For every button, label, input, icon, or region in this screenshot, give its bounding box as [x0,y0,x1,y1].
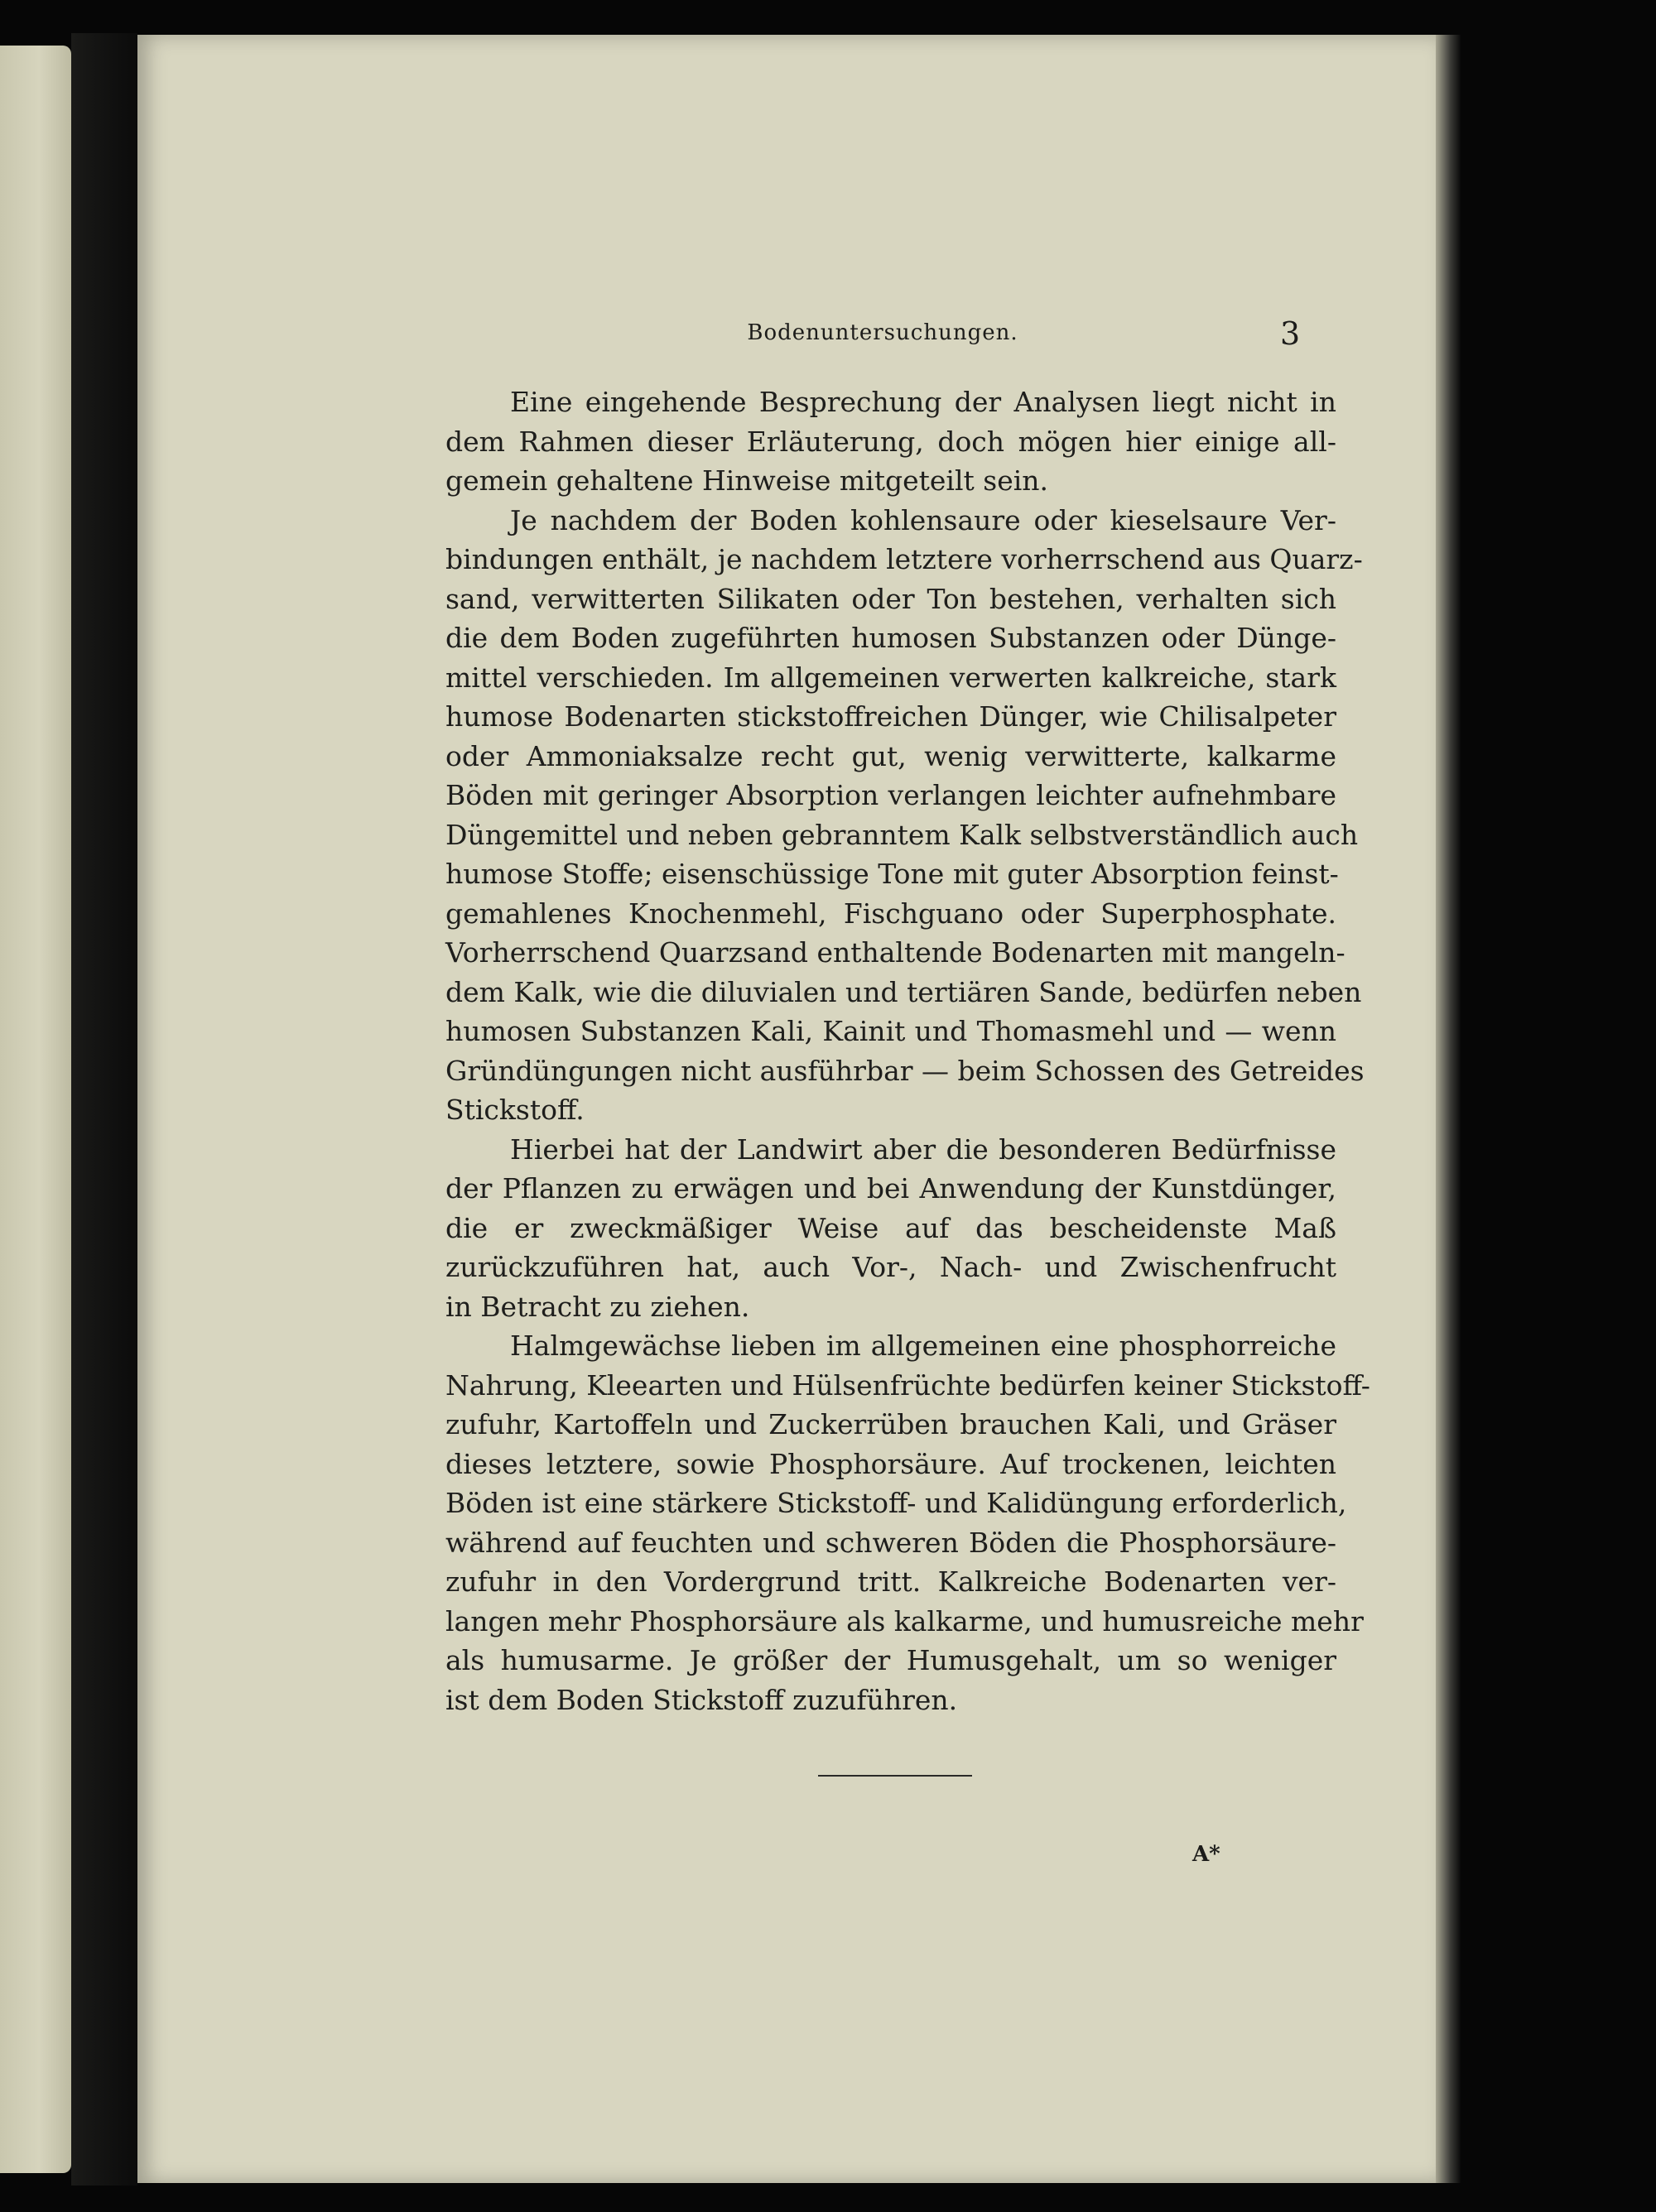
text-line: gemahlenes Knochenmehl, Fischguano oder Superphosphate. [445,897,1336,930]
text-line: humose Stoffe; eisenschüssige Tone mit guter Absorption feinst- [445,858,1339,890]
text-line: Halmgewächse lieben im allgemeinen eine phosphorreiche [510,1330,1336,1362]
text-line: ist dem Boden Stickstoff zuzuführen. [445,1683,958,1716]
text-line: zufuhr in den Vordergrund tritt. Kalkreiche Bodenarten ver- [445,1565,1336,1598]
facing-page-edge [0,46,71,2173]
text-line: gemein gehaltene Hinweise mitgeteilt sein. [445,464,1049,497]
text-line: langen mehr Phosphorsäure als kalkarme, und humusreiche mehr [445,1604,1364,1637]
text-line: der Pflanzen zu erwägen und bei Anwendung der Kunstdünger, [445,1172,1336,1205]
text-line: humose Bodenarten stickstoffreichen Dünger, wie Chilisalpeter [445,700,1336,733]
paragraph [445,1326,1370,1719]
running-head: Bodenuntersuchungen. [747,320,1018,345]
text-line: Hierbei hat der Landwirt aber die besonderen Bedürfnisse [510,1132,1336,1166]
text-line: Gründüngungen nicht ausführbar — beim Schossen des Getreides [445,1054,1365,1087]
text-line: Böden ist eine stärkere Stickstoff- und Kalidüngung erforderlich, [445,1487,1347,1519]
text-line: als humusarme. Je größer der Humusgehalt, um so weniger [445,1644,1336,1676]
text-line: sand, verwitterten Silikaten oder Ton bestehen, verhalten sich [445,582,1336,615]
text-line: humosen Substanzen Kali, Kainit und Thomasmehl und — wenn [445,1015,1336,1047]
text-line: Eine eingehende Besprechung der Analysen liegt nicht in [510,386,1336,418]
text-line: bindungen enthält, je nachdem letztere vorherrschend aus Quarz- [445,543,1363,575]
text-line: Vorherrschend Quarzsand enthaltende Bodenarten mit mangeln- [445,936,1346,969]
book-gutter [71,33,137,2186]
paragraph [445,382,1336,501]
text-line: in Betracht zu ziehen. [445,1290,750,1323]
paragraph [445,1130,1336,1327]
text-line: zufuhr, Kartoffeln und Zuckerrüben brauchen Kali, und Gräser [445,1408,1336,1440]
text-line: Düngemittel und neben gebranntem Kalk selbstverständlich auch [445,818,1359,851]
text-line: Je nachdem der Boden kohlensaure oder kieselsaure Ver- [510,503,1336,536]
text-line: während auf feuchten und schweren Böden die Phosphorsäure- [445,1526,1336,1559]
text-line: dieses letztere, sowie Phosphorsäure. Auf trockenen, leichten [445,1447,1336,1480]
book-page [137,35,1436,2183]
text-line: oder Ammoniaksalze recht gut, wenig verwitterte, kalkarme [445,739,1336,772]
book-spine-edge [1436,35,1461,2183]
page-number: 3 [1280,315,1301,352]
signature-mark: A* [1192,1842,1220,1867]
text-line: zurückzuführen hat, auch Vor-, Nach- und Zwischenfrucht [445,1251,1336,1283]
text-line: die dem Boden zugeführten humosen Substanzen oder Dünge- [445,622,1336,654]
text-line: dem Kalk, wie die diluvialen und tertiären Sande, bedürfen neben [445,975,1362,1008]
page-header [137,315,1436,353]
text-line: Stickstoff. [445,1094,585,1126]
text-line: Nahrung, Kleearten und Hülsenfrüchte bedürfen keiner Stickstoff- [445,1368,1370,1402]
text-line: mittel verschieden. Im allgemeinen verwerten kalkreiche, stark [445,661,1336,694]
section-end-rule [818,1775,972,1777]
text-line: die er zweckmäßiger Weise auf das bescheidenste Maß [445,1211,1336,1244]
text-line: dem Rahmen dieser Erläuterung, doch mögen hier einige all- [445,425,1336,458]
body-text [445,382,1370,1719]
paragraph [445,501,1365,1130]
text-line: Böden mit geringer Absorption verlangen leichter aufnehmbare [445,779,1336,811]
